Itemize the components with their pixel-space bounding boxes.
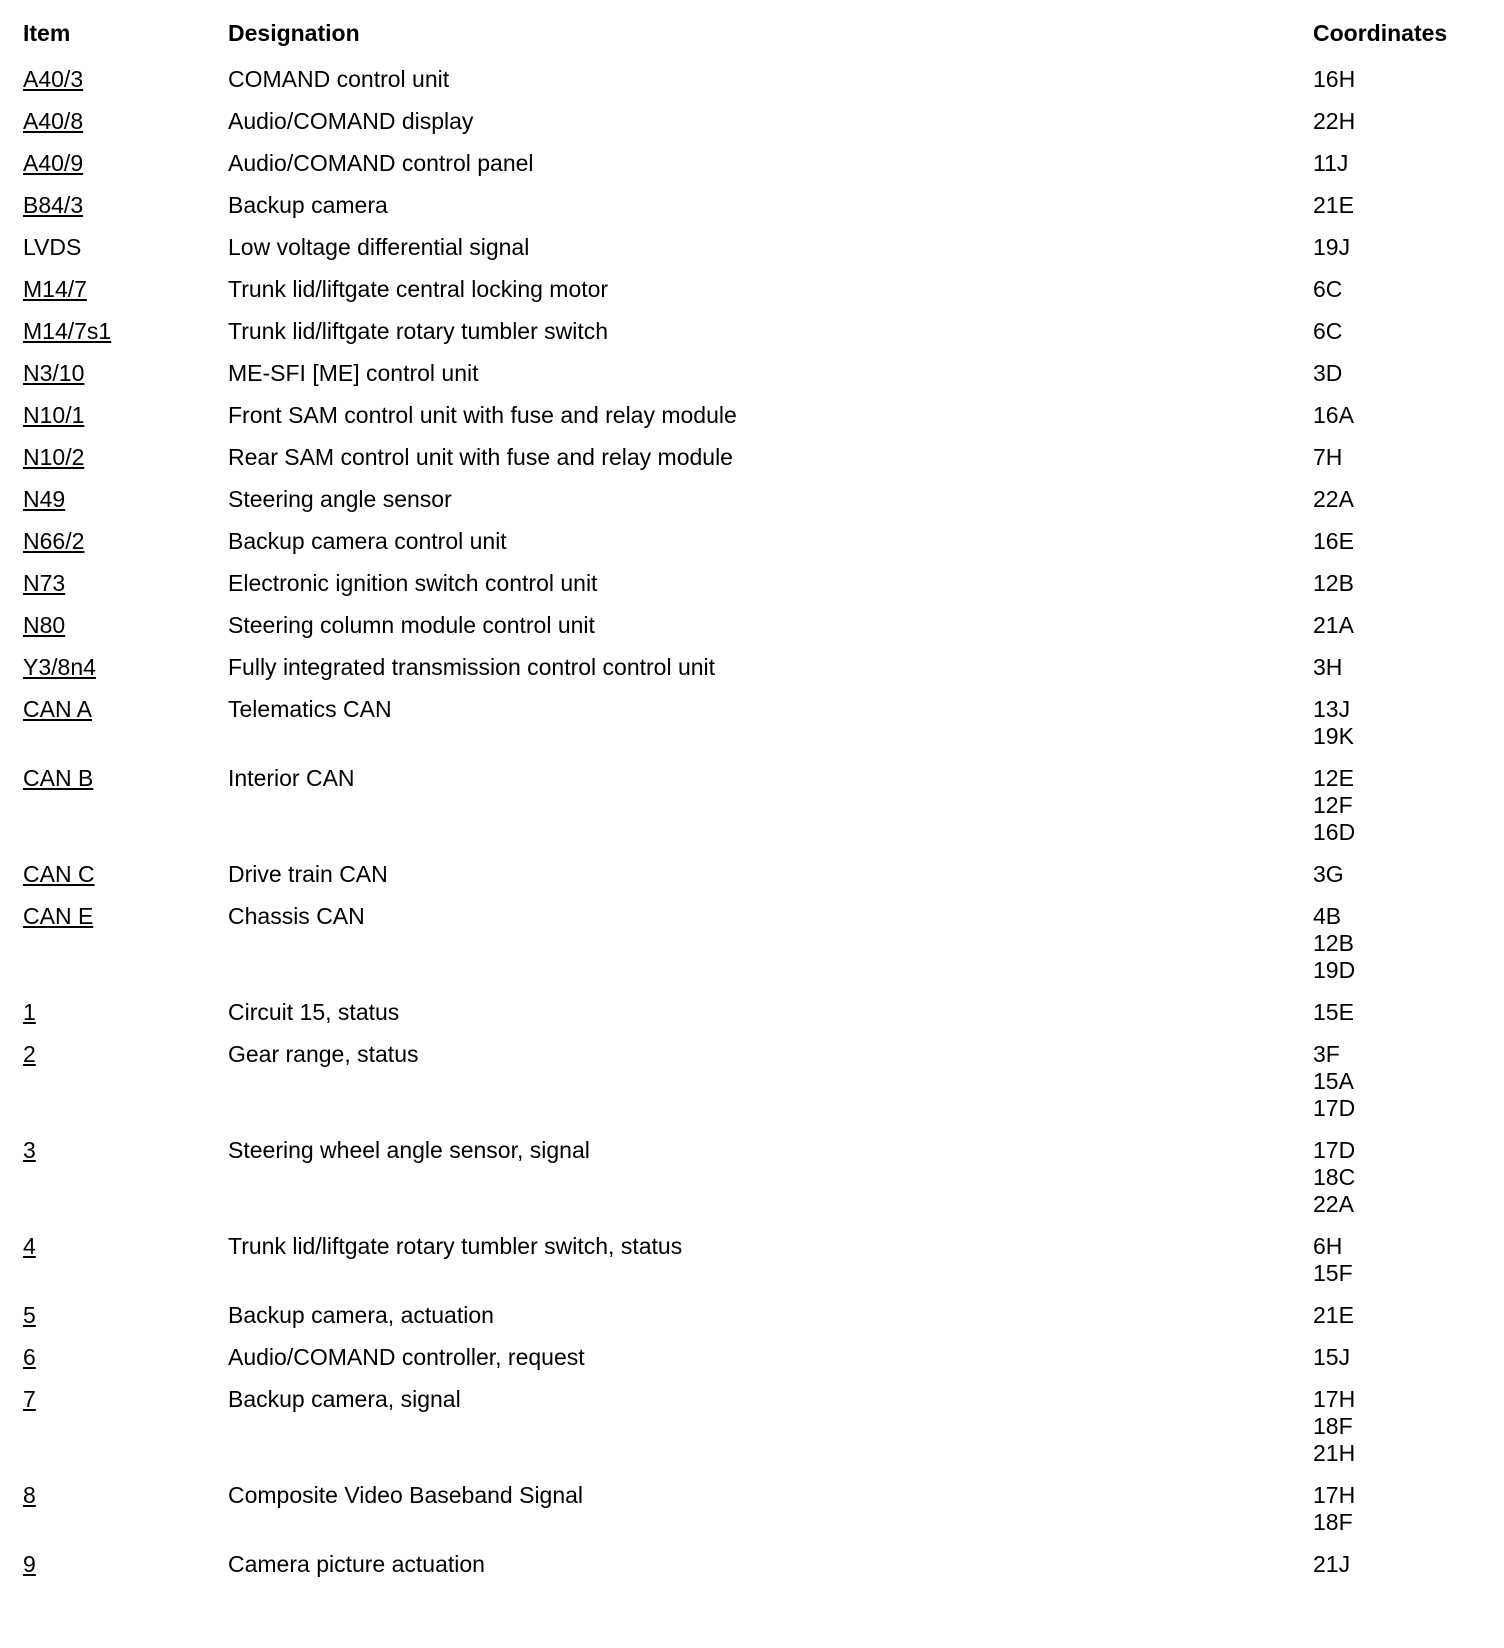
table-row [23,272,1483,314]
coordinate-value: 3D [1313,360,1343,386]
table-row [23,1478,1483,1547]
table-body [23,62,1483,1589]
coordinates-cell [1313,276,1483,303]
coordinates-cell [1313,903,1483,984]
designation-cell: Trunk lid/liftgate central locking motor [228,276,609,302]
coordinates-cell [1313,360,1483,387]
coordinate-value: 17H [1313,1386,1356,1412]
coordinate-value: 21A [1313,612,1354,638]
item-link[interactable]: A40/9 [23,150,84,176]
table-row [23,857,1483,899]
table-row [23,104,1483,146]
coordinate-value: 11J [1313,150,1349,176]
coordinate-value: 4B [1313,903,1342,929]
coordinate-value: 18F [1313,1413,1353,1439]
item-link[interactable]: M14/7 [23,276,87,302]
designation-cell: Trunk lid/liftgate rotary tumbler switch, status [228,1233,683,1259]
designation-cell: Gear range, status [228,1041,419,1067]
table-row [23,398,1483,440]
item-link[interactable]: N3/10 [23,360,85,386]
designation-cell: Backup camera, actuation [228,1302,494,1328]
designation-cell: Low voltage differential signal [228,234,530,260]
table-row [23,146,1483,188]
designation-cell: Backup camera, signal [228,1386,461,1412]
coordinates-cell [1313,192,1483,219]
coordinates-cell [1313,66,1483,93]
item-link[interactable]: 8 [23,1482,36,1508]
coordinate-value: 16E [1313,528,1354,554]
coordinates-cell [1313,1386,1483,1467]
coordinates-cell [1313,150,1483,177]
header-designation: Designation [228,20,360,46]
table-row [23,524,1483,566]
coordinates-cell [1313,1551,1483,1578]
coordinate-value: 3F [1313,1041,1340,1067]
table-row [23,1340,1483,1382]
designation-cell: Audio/COMAND display [228,108,474,134]
designation-cell: Electronic ignition switch control unit [228,570,598,596]
item-link[interactable]: CAN B [23,765,94,791]
coordinates-cell [1313,765,1483,846]
coordinates-cell [1313,444,1483,471]
table-row [23,440,1483,482]
item-link[interactable]: CAN C [23,861,95,887]
coordinate-value: 19D [1313,957,1356,983]
coordinate-value: 16H [1313,66,1356,92]
coordinate-value: 3G [1313,861,1344,887]
coordinate-value: 15J [1313,1344,1351,1370]
item-link[interactable]: N10/1 [23,402,85,428]
coordinate-value: 12B [1313,930,1354,956]
coordinate-value: 19J [1313,234,1351,260]
coordinate-value: 16A [1313,402,1354,428]
coordinates-cell [1313,528,1483,555]
item-link[interactable]: Y3/8n4 [23,654,96,680]
coordinates-cell [1313,1302,1483,1329]
table-row [23,761,1483,857]
coordinates-cell [1313,1233,1483,1287]
item-link[interactable]: CAN A [23,696,93,722]
item-link[interactable]: N80 [23,612,66,638]
item-link[interactable]: 2 [23,1041,36,1067]
legend-table [23,20,1483,1589]
designation-cell: Front SAM control unit with fuse and relay module [228,402,737,428]
table-row [23,608,1483,650]
item-link[interactable]: N66/2 [23,528,85,554]
table-row [23,692,1483,761]
table-row [23,314,1483,356]
coordinate-value: 21E [1313,1302,1354,1328]
coordinates-cell [1313,861,1483,888]
designation-cell: Telematics CAN [228,696,392,722]
coordinate-value: 18F [1313,1509,1353,1535]
coordinate-value: 15F [1313,1260,1353,1286]
coordinate-value: 18C [1313,1164,1356,1190]
coordinates-cell [1313,612,1483,639]
coordinate-value: 6C [1313,276,1343,302]
coordinates-cell [1313,1344,1483,1371]
coordinate-value: 16D [1313,819,1356,845]
coordinate-value: 17D [1313,1095,1356,1121]
table-row [23,1547,1483,1589]
item-link[interactable]: B84/3 [23,192,84,218]
designation-cell: Steering angle sensor [228,486,452,512]
table-row [23,1037,1483,1133]
designation-cell: Drive train CAN [228,861,388,887]
table-row [23,356,1483,398]
coordinate-value: 22H [1313,108,1356,134]
table-row [23,1382,1483,1478]
item-link[interactable]: 5 [23,1302,36,1328]
coordinates-cell [1313,1482,1483,1536]
header-coordinates: Coordinates [1313,20,1448,46]
header-item: Item [23,20,71,46]
table-row [23,230,1483,272]
coordinate-value: 12E [1313,765,1354,791]
coordinates-cell [1313,999,1483,1026]
item-link[interactable]: 1 [23,999,36,1025]
coordinate-value: 12F [1313,792,1353,818]
coordinates-cell [1313,1041,1483,1122]
coordinate-value: 21J [1313,1551,1351,1577]
item-link[interactable]: N10/2 [23,444,85,470]
coordinate-value: 17H [1313,1482,1356,1508]
designation-cell: Circuit 15, status [228,999,400,1025]
table-row [23,62,1483,104]
table-row [23,650,1483,692]
table-row [23,899,1483,995]
designation-cell: COMAND control unit [228,66,450,92]
coordinates-cell [1313,318,1483,345]
coordinate-value: 22A [1313,1191,1354,1217]
designation-cell: Steering wheel angle sensor, signal [228,1137,590,1163]
coordinate-value: 6H [1313,1233,1343,1259]
designation-cell: Composite Video Baseband Signal [228,1482,584,1508]
item-link[interactable]: M14/7s1 [23,318,112,344]
table-row [23,1298,1483,1340]
coordinate-value: 13J [1313,696,1351,722]
designation-cell: Backup camera control unit [228,528,507,554]
table-row [23,1229,1483,1298]
item-link[interactable]: CAN E [23,903,94,929]
coordinate-value: 15E [1313,999,1354,1025]
item-link[interactable]: 6 [23,1344,36,1370]
designation-cell: Steering column module control unit [228,612,595,638]
item-link[interactable]: 9 [23,1551,36,1577]
coordinates-cell [1313,402,1483,429]
item-link[interactable]: 7 [23,1386,36,1412]
table-row [23,995,1483,1037]
table-row [23,566,1483,608]
coordinate-value: 6C [1313,318,1343,344]
item-link[interactable]: N73 [23,570,66,596]
designation-cell: Audio/COMAND control panel [228,150,534,176]
coordinates-cell [1313,654,1483,681]
designation-cell: Rear SAM control unit with fuse and relay module [228,444,733,470]
coordinate-value: 21E [1313,192,1354,218]
designation-cell: Interior CAN [228,765,355,791]
table-header [23,20,1483,62]
coordinate-value: 12B [1313,570,1354,596]
designation-cell: Chassis CAN [228,903,365,929]
coordinate-value: 21H [1313,1440,1356,1466]
table-row [23,188,1483,230]
item-link[interactable]: 3 [23,1137,36,1163]
coordinate-value: 15A [1313,1068,1354,1094]
coordinates-cell [1313,234,1483,261]
coordinate-value: 19K [1313,723,1354,749]
designation-cell: Fully integrated transmission control control unit [228,654,716,680]
table-row [23,1133,1483,1229]
coordinate-value: 22A [1313,486,1354,512]
coordinates-cell [1313,570,1483,597]
coordinate-value: 17D [1313,1137,1356,1163]
table-row [23,482,1483,524]
designation-cell: ME-SFI [ME] control unit [228,360,479,386]
coordinate-value: 7H [1313,444,1343,470]
item-link[interactable]: A40/8 [23,108,84,134]
coordinate-value: 3H [1313,654,1343,680]
item-link[interactable]: A40/3 [23,66,84,92]
coordinates-cell [1313,696,1483,750]
coordinates-cell [1313,486,1483,513]
designation-cell: Camera picture actuation [228,1551,485,1577]
item-link[interactable]: N49 [23,486,66,512]
designation-cell: Trunk lid/liftgate rotary tumbler switch [228,318,609,344]
designation-cell: Audio/COMAND controller, request [228,1344,585,1370]
coordinates-cell [1313,1137,1483,1218]
item-link: LVDS [23,234,82,260]
coordinates-cell [1313,108,1483,135]
item-link[interactable]: 4 [23,1233,36,1259]
designation-cell: Backup camera [228,192,388,218]
